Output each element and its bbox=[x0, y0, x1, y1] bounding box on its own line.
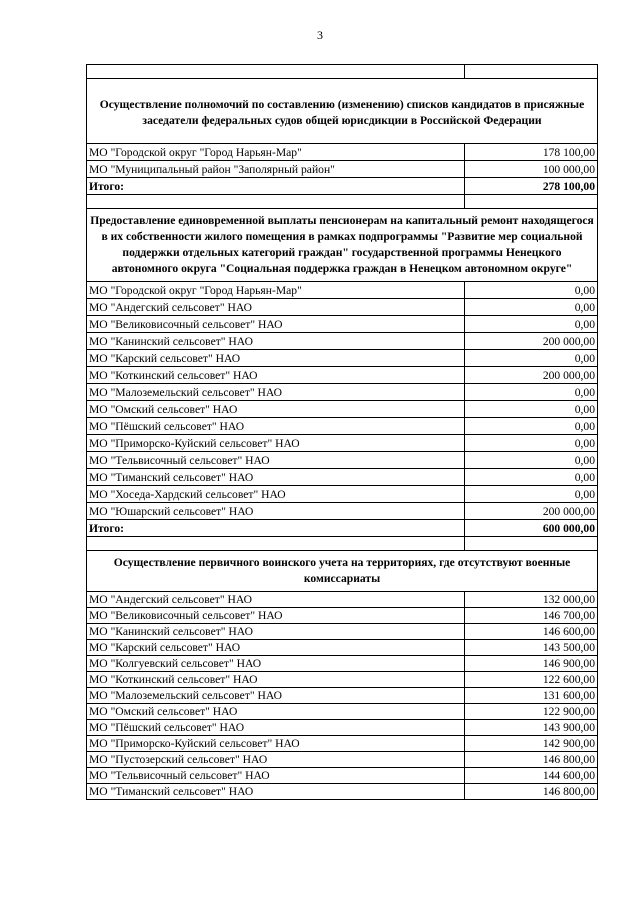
amount: 132 000,00 bbox=[465, 592, 598, 608]
municipality-name: МО "Юшарский сельсовет" НАО bbox=[87, 503, 465, 520]
empty-row bbox=[87, 195, 598, 209]
municipality-name: МО "Приморско-Куйский сельсовет" НАО bbox=[87, 435, 465, 452]
table-row bbox=[87, 736, 598, 752]
allocation-table bbox=[86, 64, 598, 800]
municipality-name: МО "Пёшский сельсовет" НАО bbox=[87, 418, 465, 435]
table-row bbox=[87, 672, 598, 688]
table-row bbox=[87, 704, 598, 720]
municipality-name: МО "Тиманский сельсовет" НАО bbox=[87, 784, 465, 800]
table-row bbox=[87, 640, 598, 656]
amount: 178 100,00 bbox=[465, 144, 598, 161]
amount: 122 900,00 bbox=[465, 704, 598, 720]
total-row bbox=[87, 520, 598, 537]
amount: 143 500,00 bbox=[465, 640, 598, 656]
section-title-row bbox=[87, 551, 598, 592]
amount: 146 700,00 bbox=[465, 608, 598, 624]
table-row bbox=[87, 299, 598, 316]
section-title: Осуществление первичного воинского учета на территориях, где отсутствуют военные комиссариаты bbox=[87, 551, 598, 592]
amount: 200 000,00 bbox=[465, 503, 598, 520]
total-label: Итого: bbox=[87, 178, 465, 195]
table-row bbox=[87, 608, 598, 624]
table-row bbox=[87, 316, 598, 333]
municipality-name: МО "Хоседа-Хардский сельсовет" НАО bbox=[87, 486, 465, 503]
municipality-name: МО "Тиманский сельсовет" НАО bbox=[87, 469, 465, 486]
section-title: Предоставление единовременной выплаты пенсионерам на капитальный ремонт находящегося в их собственности жилого помещения в рамках подпрограммы "Развитие мер социальной поддержки отдельных категорий граждан" государственной программы Ненецкого автономного округа "Социальная поддержка граждан в Ненецком автономном округе" bbox=[87, 209, 598, 282]
table-row bbox=[87, 486, 598, 503]
municipality-name: МО "Приморско-Куйский сельсовет" НАО bbox=[87, 736, 465, 752]
municipality-name: МО "Тельвисочный сельсовет" НАО bbox=[87, 452, 465, 469]
table-row bbox=[87, 350, 598, 367]
amount: 131 600,00 bbox=[465, 688, 598, 704]
empty-cell bbox=[87, 195, 465, 209]
amount: 0,00 bbox=[465, 486, 598, 503]
amount: 146 800,00 bbox=[465, 784, 598, 800]
municipality-name: МО "Тельвисочный сельсовет" НАО bbox=[87, 768, 465, 784]
municipality-name: МО "Пёшский сельсовет" НАО bbox=[87, 720, 465, 736]
municipality-name: МО "Коткинский сельсовет" НАО bbox=[87, 672, 465, 688]
table-row bbox=[87, 418, 598, 435]
municipality-name: МО "Омский сельсовет" НАО bbox=[87, 401, 465, 418]
amount: 0,00 bbox=[465, 435, 598, 452]
municipality-name: МО "Карский сельсовет" НАО bbox=[87, 350, 465, 367]
amount: 200 000,00 bbox=[465, 333, 598, 350]
amount: 0,00 bbox=[465, 282, 598, 299]
table-row bbox=[87, 161, 598, 178]
amount: 146 900,00 bbox=[465, 656, 598, 672]
amount: 100 000,00 bbox=[465, 161, 598, 178]
municipality-name: МО "Омский сельсовет" НАО bbox=[87, 704, 465, 720]
table-row bbox=[87, 503, 598, 520]
total-row bbox=[87, 178, 598, 195]
empty-cell bbox=[465, 65, 598, 79]
table-row bbox=[87, 752, 598, 768]
table-row bbox=[87, 452, 598, 469]
section-title-row bbox=[87, 79, 598, 144]
municipality-name: МО "Канинский сельсовет" НАО bbox=[87, 333, 465, 350]
empty-row bbox=[87, 65, 598, 79]
table-row bbox=[87, 784, 598, 800]
municipality-name: МО "Великовисочный сельсовет" НАО bbox=[87, 316, 465, 333]
table-row bbox=[87, 768, 598, 784]
municipality-name: МО "Колгуевский сельсовет" НАО bbox=[87, 656, 465, 672]
amount: 144 600,00 bbox=[465, 768, 598, 784]
table-row bbox=[87, 401, 598, 418]
table-row bbox=[87, 592, 598, 608]
table-row bbox=[87, 282, 598, 299]
municipality-name: МО "Муниципальный район "Заполярный район" bbox=[87, 161, 465, 178]
amount: 0,00 bbox=[465, 418, 598, 435]
empty-cell bbox=[465, 537, 598, 551]
table-row bbox=[87, 720, 598, 736]
total-label: Итого: bbox=[87, 520, 465, 537]
table-row bbox=[87, 435, 598, 452]
amount: 0,00 bbox=[465, 350, 598, 367]
table-row bbox=[87, 333, 598, 350]
municipality-name: МО "Коткинский сельсовет" НАО bbox=[87, 367, 465, 384]
table-row bbox=[87, 367, 598, 384]
municipality-name: МО "Великовисочный сельсовет" НАО bbox=[87, 608, 465, 624]
amount: 0,00 bbox=[465, 401, 598, 418]
amount: 142 900,00 bbox=[465, 736, 598, 752]
page-number: 3 bbox=[317, 28, 323, 42]
section-title: Осуществление полномочий по составлению (изменению) списков кандидатов в присяжные заседатели федеральных судов общей юрисдикции в Российской Федерации bbox=[87, 79, 598, 144]
total-amount: 278 100,00 bbox=[465, 178, 598, 195]
municipality-name: МО "Карский сельсовет" НАО bbox=[87, 640, 465, 656]
municipality-name: МО "Канинский сельсовет" НАО bbox=[87, 624, 465, 640]
empty-cell bbox=[465, 195, 598, 209]
municipality-name: МО "Малоземельский сельсовет" НАО bbox=[87, 688, 465, 704]
amount: 0,00 bbox=[465, 299, 598, 316]
amount: 122 600,00 bbox=[465, 672, 598, 688]
municipality-name: МО "Городской округ "Город Нарьян-Мар" bbox=[87, 144, 465, 161]
amount: 0,00 bbox=[465, 469, 598, 486]
municipality-name: МО "Малоземельский сельсовет" НАО bbox=[87, 384, 465, 401]
empty-cell bbox=[87, 537, 465, 551]
table-row bbox=[87, 144, 598, 161]
amount: 146 800,00 bbox=[465, 752, 598, 768]
total-amount: 600 000,00 bbox=[465, 520, 598, 537]
amount: 200 000,00 bbox=[465, 367, 598, 384]
table-row bbox=[87, 384, 598, 401]
empty-row bbox=[87, 537, 598, 551]
table-row bbox=[87, 469, 598, 486]
amount: 143 900,00 bbox=[465, 720, 598, 736]
amount: 0,00 bbox=[465, 316, 598, 333]
empty-cell bbox=[87, 65, 465, 79]
amount: 0,00 bbox=[465, 384, 598, 401]
amount: 0,00 bbox=[465, 452, 598, 469]
table-row bbox=[87, 624, 598, 640]
municipality-name: МО "Андегский сельсовет" НАО bbox=[87, 299, 465, 316]
municipality-name: МО "Пустозерский сельсовет" НАО bbox=[87, 752, 465, 768]
municipality-name: МО "Андегский сельсовет" НАО bbox=[87, 592, 465, 608]
section-title-row bbox=[87, 209, 598, 282]
table-row bbox=[87, 656, 598, 672]
amount: 146 600,00 bbox=[465, 624, 598, 640]
table-row bbox=[87, 688, 598, 704]
municipality-name: МО "Городской округ "Город Нарьян-Мар" bbox=[87, 282, 465, 299]
